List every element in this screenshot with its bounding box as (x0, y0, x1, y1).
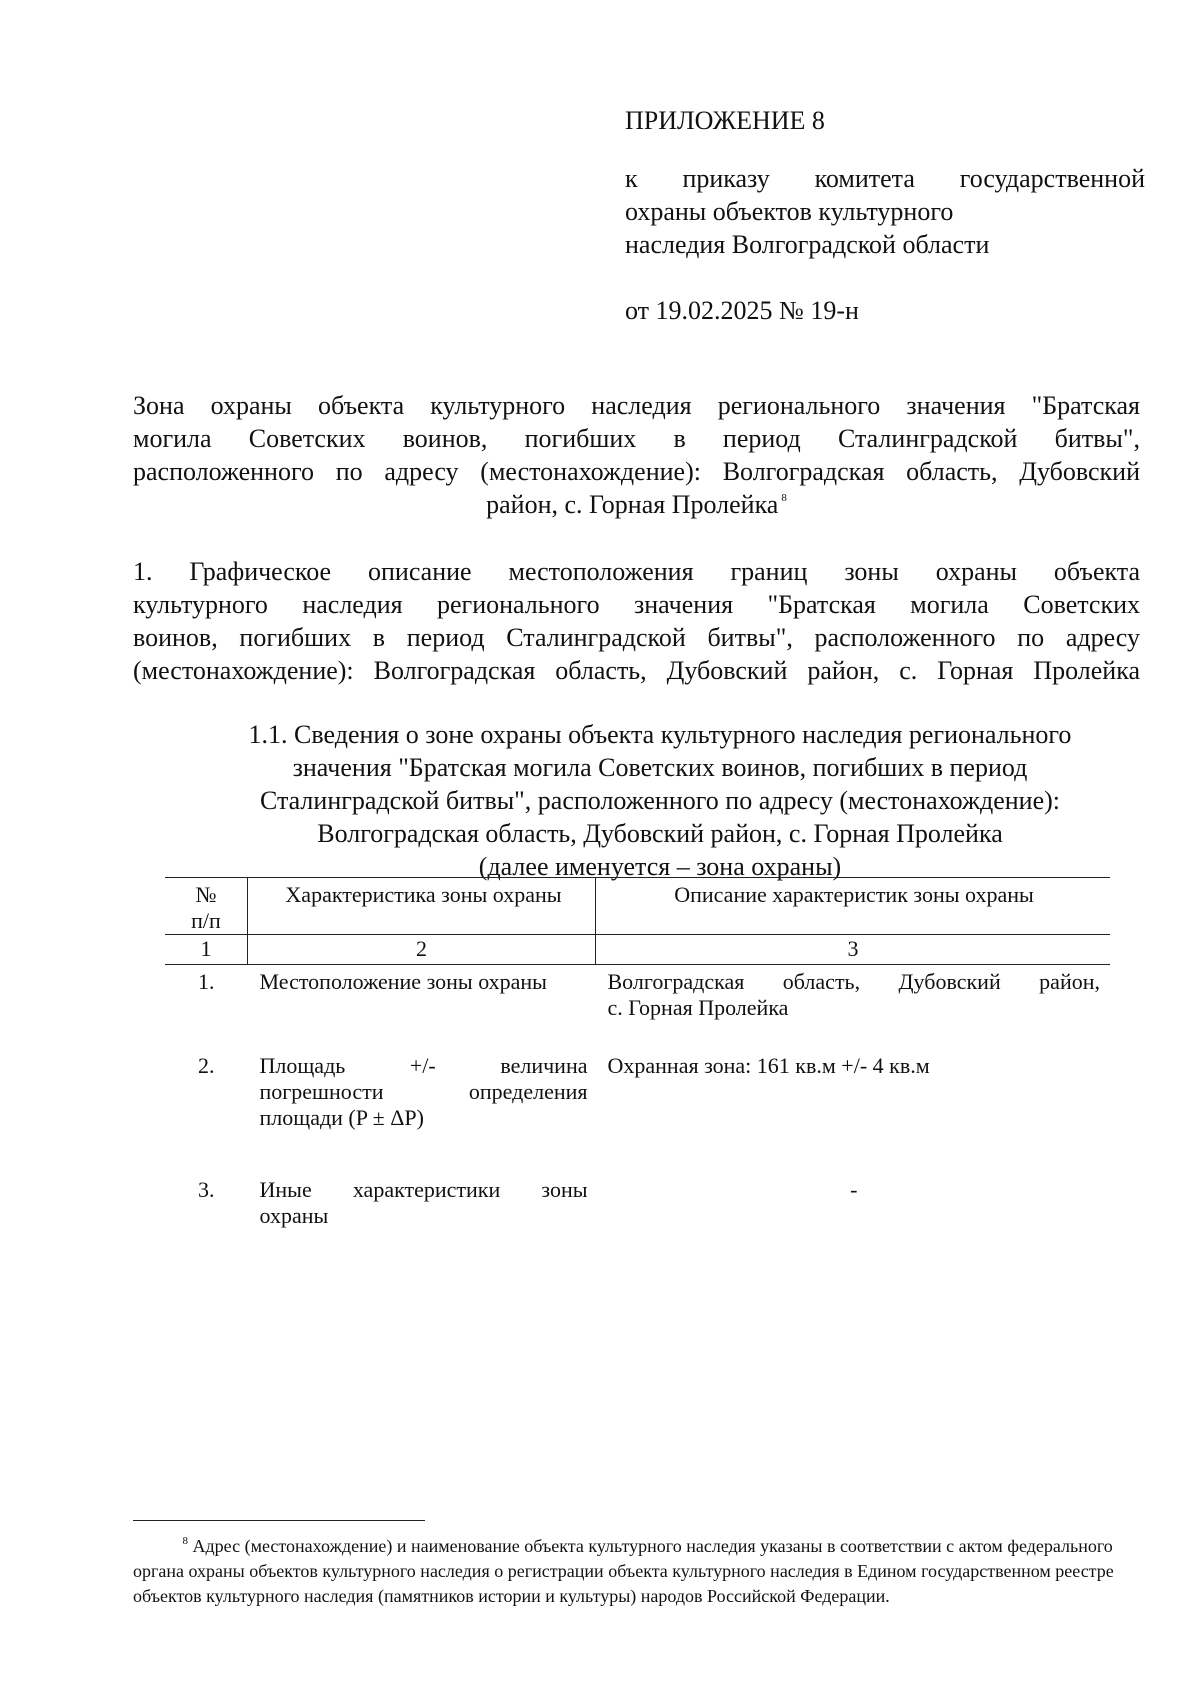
row-2-description: Охранная зона: 161 кв.м +/- 4 кв.м (607, 1053, 930, 1078)
heading-line-4-text: район, с. Горная Пролейка (486, 490, 779, 519)
document-heading (133, 389, 1140, 521)
table-row (165, 1173, 1110, 1247)
section-1-line-4: (местонахождение): Волгоградская область, Дубовский район, с. Горная Пролейка (133, 656, 1140, 685)
row-2-characteristic (248, 1049, 596, 1173)
heading-line-1: Зона охраны объекта культурного наследия регионального значения "Братская (133, 391, 1140, 420)
appendix-order-line-1: к приказу комитета государственной (625, 164, 1145, 193)
section-1-1-line-5: (далее именуется – зона охраны) (478, 852, 842, 881)
row-1-description (596, 965, 1111, 1050)
column-number-1: 1 (165, 935, 248, 965)
footnote-mark-holder (133, 1534, 188, 1559)
appendix-order-line-3: наследия Волгоградской области (625, 230, 990, 259)
row-3-characteristic-line-2: охраны (259, 1203, 329, 1228)
footnote-separator (133, 1520, 425, 1521)
footnote-mark: 8 (182, 1535, 188, 1547)
header-number-cell (165, 878, 248, 935)
heading-line-2: могила Советских воинов, погибших в период Сталинградской битвы", (133, 424, 1140, 453)
row-1-characteristic: Местоположение зоны охраны (259, 969, 547, 994)
header-number-line-2: п/п (191, 908, 221, 933)
appendix-order-reference (625, 162, 1145, 261)
appendix-date-text: от 19.02.2025 № 19-н (625, 296, 859, 325)
row-2-characteristic-line-2: погрешности определения (259, 1079, 588, 1104)
appendix-date (625, 294, 1145, 327)
appendix-order-line-2: охраны объектов культурного (625, 197, 954, 226)
row-2-number: 2. (198, 1053, 215, 1078)
footnote-text: Адрес (местонахождение) и наименование объекта культурного наследия указаны в соответствии с актом федерального органа охраны объектов культурного наследия о регистрации объекта культурного наследия в Едином государственном реестре объектов культурного наследия (памятников истории и культуры) народов Российской Федерации. (133, 1536, 1114, 1606)
section-1-line-2: культурного наследия регионального значения "Братская могила Советских (133, 590, 1140, 619)
section-1-line-1: 1. Графическое описание местоположения границ зоны охраны объекта (133, 557, 1140, 586)
table-header-row (165, 878, 1110, 935)
section-1-1-line-2: значения "Братская могила Советских воинов, погибших в период (292, 753, 1028, 782)
row-2-characteristic-line-1: Площадь +/- величина (259, 1053, 588, 1078)
row-3-characteristic-line-1: Иные характеристики зоны (259, 1177, 588, 1202)
row-1-description-line-1: Волгоградская область, Дубовский район, (607, 969, 1100, 994)
heading-line-4 (133, 488, 1140, 521)
table-row (165, 1049, 1110, 1173)
section-1-1-zone-info (180, 718, 1140, 883)
section-1-1-line-3: Сталинградской битвы", расположенного по адресу (местонахождение): (259, 786, 1061, 815)
section-1-line-3: воинов, погибших в период Сталинградской битвы", расположенного по адресу (133, 623, 1140, 652)
row-2-characteristic-line-3: площади (P ± ΔP) (259, 1105, 424, 1130)
header-characteristic-cell: Характеристика зоны охраны (248, 878, 596, 935)
column-number-3: 3 (596, 935, 1111, 965)
section-1-1-line-1: 1.1. Сведения о зоне охраны объекта культурного наследия регионального (248, 720, 1072, 749)
row-1-description-line-2: с. Горная Пролейка (607, 995, 789, 1020)
column-number-2: 2 (248, 935, 596, 965)
row-3-description: - (850, 1177, 858, 1202)
section-1-1-line-4: Волгоградская область, Дубовский район, с. Горная Пролейка (317, 819, 1003, 848)
header-number-line-1: № (195, 882, 217, 907)
row-3-number: 3. (198, 1177, 215, 1202)
table-column-numbers-row (165, 935, 1110, 965)
heading-line-3: расположенного по адресу (местонахождение): Волгоградская область, Дубовский (133, 457, 1140, 486)
row-3-characteristic (248, 1173, 596, 1247)
footnote-reference-mark[interactable]: 8 (781, 492, 787, 504)
appendix-title (625, 104, 1145, 137)
footnote (133, 1534, 1140, 1609)
zone-characteristics-table (165, 877, 1110, 1247)
section-1-graphic-description (133, 555, 1140, 687)
row-1-number: 1. (198, 969, 215, 994)
table-row (165, 965, 1110, 1050)
appendix-title-text: ПРИЛОЖЕНИЕ 8 (625, 106, 825, 135)
header-description-cell: Описание характеристик зоны охраны (596, 878, 1111, 935)
